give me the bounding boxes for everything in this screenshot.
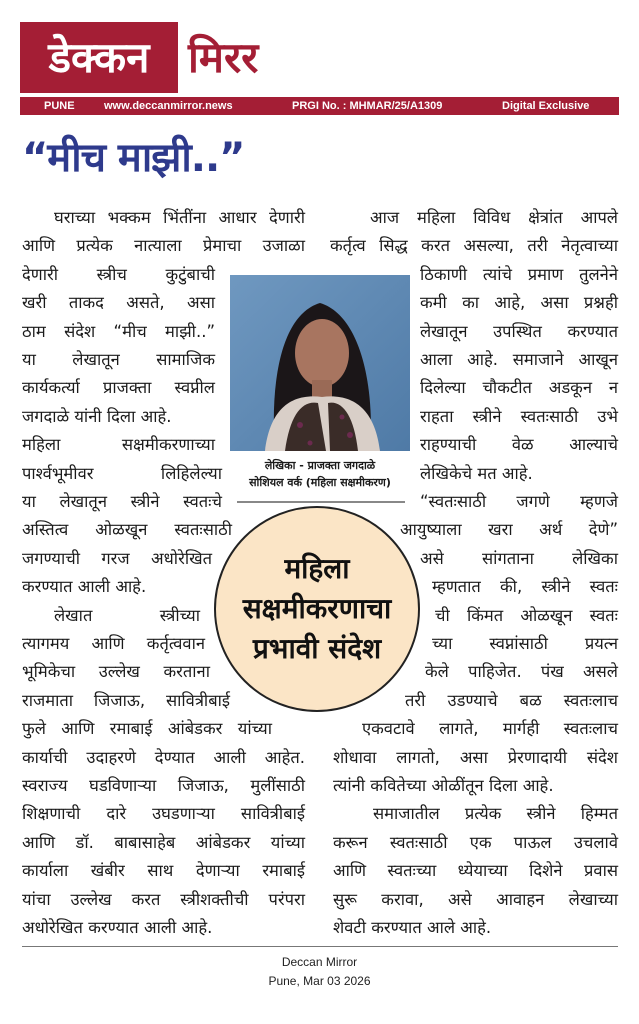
right-column-line: शोधावा लागतो, असा प्रेरणादायी संदेश bbox=[333, 747, 618, 767]
left-column-line: फुले आणि रमाबाई आंबेडकर यांच्या bbox=[22, 719, 272, 739]
edition-label: Digital Exclusive bbox=[502, 100, 590, 112]
footer-divider bbox=[22, 946, 618, 947]
masthead-logo: डेक्कन bbox=[20, 22, 178, 93]
right-column-line: शेवटी करण्यात आले आहे. bbox=[333, 918, 492, 937]
website-link[interactable]: www.deccanmirror.news bbox=[104, 100, 233, 112]
right-column-line: च्या स्वप्नांसाठी प्रयत्न bbox=[432, 634, 618, 653]
right-column-line: ठिकाणी त्यांचे प्रमाण तुलनेने bbox=[420, 264, 618, 284]
right-column-line: आणि स्वतःच्या ध्येयाच्या दिशेने प्रवास bbox=[333, 861, 618, 881]
right-column-line: “स्वतःसाठी जगणे म्हणजे bbox=[420, 492, 618, 511]
left-column-line: जगण्याची गरज अधोरेखित bbox=[22, 548, 212, 568]
right-column-line: आज महिला विविध क्षेत्रांत आपले bbox=[370, 208, 618, 227]
right-column-line: लेखातून उपस्थित करण्यात bbox=[420, 321, 618, 341]
prgi-number: PRGI No. : MHMAR/25/A1309 bbox=[292, 100, 443, 112]
left-column-line: घराच्या भक्कम भिंतींना आधार देणारी bbox=[54, 208, 305, 227]
right-column-line: एकवटावे लागते, मार्गही स्वतःलाच bbox=[362, 719, 618, 739]
right-column-line: राहता स्त्रीने स्वतःसाठी उभे bbox=[420, 406, 618, 426]
right-column-line: समाजातील प्रत्येक स्त्रीने हिम्मत bbox=[373, 804, 618, 824]
left-column-line: जगदाळे यांनी दिला आहे. bbox=[22, 406, 172, 426]
right-column-line: लेखिकेचे मत आहे. bbox=[420, 463, 533, 483]
right-column-line: कर्तृत्व सिद्ध करत असल्या, तरी नेतृत्वाच्या bbox=[330, 236, 618, 256]
left-column-line: ठाम संदेश “मीच माझी..” bbox=[22, 321, 215, 341]
right-column-line: सुरू करावा, असे आवाहन लेखाच्या bbox=[333, 889, 618, 909]
right-column-line: केले पाहिजेत. पंख असले bbox=[425, 662, 618, 682]
footer-place-date: Pune, Mar 03 2026 bbox=[268, 974, 371, 988]
masthead-logo-secondary: मिरर bbox=[188, 33, 259, 82]
photo-caption-author: लेखिका - प्राजक्ता जगदाळे bbox=[264, 459, 376, 472]
left-column-line: आणि डॉ. बाबासाहेब आंबेडकर यांच्या bbox=[22, 832, 305, 852]
right-column-line: करून स्वतःसाठी एक पाऊल उचलावे bbox=[333, 832, 618, 852]
left-column-line: स्वराज्य घडविणाऱ्या जिजाऊ, मुलींसाठी bbox=[22, 776, 305, 795]
left-column-line: महिला सक्षमीकरणाच्या bbox=[22, 435, 215, 455]
left-column-line: करण्यात आली आहे. bbox=[22, 577, 147, 597]
right-column-line: दिलेल्या चौकटीत अडकून न bbox=[420, 378, 618, 398]
right-column-line: ची किंमत ओळखून स्वतः bbox=[435, 605, 618, 625]
left-column-line: अधोरेखित करण्यात आली आहे. bbox=[22, 918, 213, 937]
author-photo bbox=[230, 275, 410, 451]
callout-circle bbox=[214, 506, 420, 712]
photo-caption-role: सोशियल वर्क (महिला सक्षमीकरण) bbox=[249, 476, 391, 489]
left-column-line: देणारी स्त्रीच कुटुंबाची bbox=[22, 264, 215, 284]
masthead-info-strip bbox=[20, 97, 619, 115]
left-column-line: कार्यकर्त्या प्राजक्ता स्वप्नील bbox=[22, 378, 215, 398]
callout-line: प्रभावी संदेश bbox=[252, 632, 382, 665]
left-column-line: आणि प्रत्येक नात्याला प्रेमाचा उजाळा bbox=[22, 236, 305, 256]
left-column-line: पार्श्वभूमीवर लिहिलेल्या bbox=[22, 463, 222, 483]
right-column-line: त्यांनी कवितेच्या ओळींतून दिला आहे. bbox=[333, 776, 554, 795]
right-column-line: तरी उडण्याचे बळ स्वतःलाच bbox=[405, 690, 618, 710]
left-column-line: या लेखातून सामाजिक bbox=[22, 350, 215, 369]
right-column-line: कमी का आहे, असा प्रश्नही bbox=[420, 293, 618, 313]
left-column-line: राजमाता जिजाऊ, सावित्रीबाई bbox=[22, 690, 230, 710]
photo-caption bbox=[230, 457, 410, 491]
city-label: PUNE bbox=[44, 100, 75, 112]
callout-line: सक्षमीकरणाचा bbox=[242, 592, 392, 625]
right-column-line: असे सांगताना लेखिका bbox=[420, 548, 618, 568]
left-column-line: शिक्षणाची दारे उघडणाऱ्या सावित्रीबाई bbox=[22, 804, 305, 824]
left-column-line: या लेखातून स्त्रीने स्वतःचे bbox=[22, 492, 222, 511]
article-headline: “मीच माझी..” bbox=[22, 135, 245, 181]
callout-line: महिला bbox=[284, 552, 350, 585]
left-column-line: कार्याला खंबीर साथ देणाऱ्या रमाबाई bbox=[22, 861, 305, 881]
right-column-line: म्हणतात की, स्त्रीने स्वतः bbox=[432, 577, 618, 597]
left-column-line: त्यागमय आणि कर्तृत्ववान bbox=[22, 634, 205, 653]
left-column-line: अस्तित्व ओळखून स्वतःसाठी bbox=[22, 520, 232, 540]
right-column-line: आला आहे. समाजाने आखून bbox=[420, 350, 618, 369]
caption-divider bbox=[237, 501, 405, 503]
left-column-line: खरी ताकद असते, असा bbox=[22, 293, 215, 313]
footer-publication: Deccan Mirror bbox=[281, 955, 358, 969]
right-column-line: आयुष्याला खरा अर्थ देणे” bbox=[400, 520, 618, 540]
left-column-line: कार्याची उदाहरणे देण्यात आली आहेत. bbox=[22, 747, 305, 767]
left-column-line: भूमिकेचा उल्लेख करताना bbox=[22, 662, 210, 682]
left-column-line: लेखात स्त्रीच्या bbox=[54, 605, 200, 625]
left-column-line: यांचा उल्लेख करत स्त्रीशक्तीची परंपरा bbox=[22, 889, 305, 909]
right-column-line: राहण्याची वेळ आल्याचे bbox=[420, 435, 618, 455]
